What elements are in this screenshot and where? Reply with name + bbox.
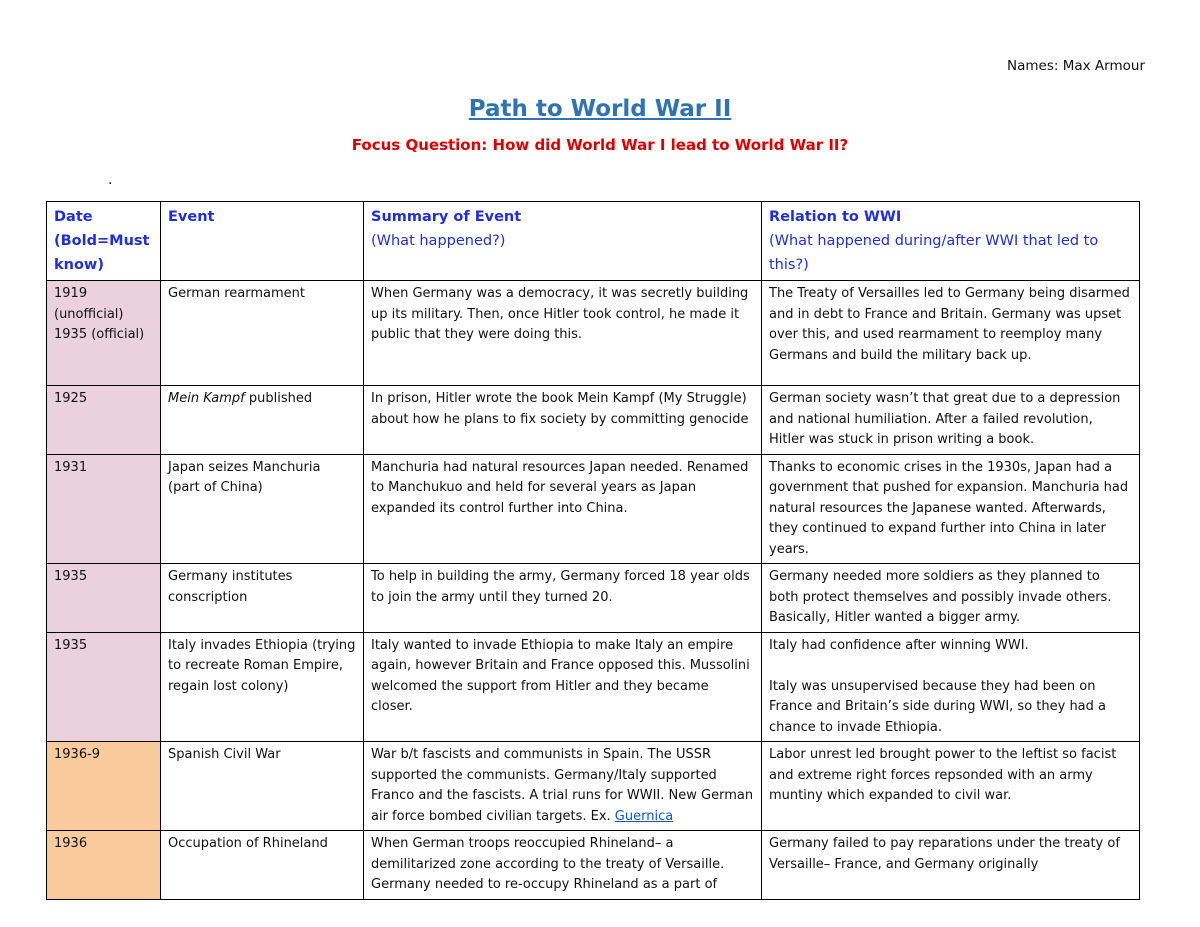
table-row [47, 831, 1140, 900]
header-row [47, 202, 1140, 281]
summary-text: War b/t fascists and communists in Spain. The USSR supported the communists. Germany/Italy supported Franco and the fascists. A trial runs for WWII. New German air force bombed civilian targets. Ex. [371, 747, 754, 824]
table-row [47, 742, 1140, 831]
header-relation [762, 202, 1140, 281]
table-row [47, 454, 1140, 564]
summary-cell: When Germany was a democracy, it was secretly building up its military. Then, once Hitler took control, he made it public that they were doing this. [364, 281, 762, 386]
table-row [47, 564, 1140, 633]
summary-cell: In prison, Hitler wrote the book Mein Kampf (My Struggle) about how he plans to fix society by committing genocide [364, 386, 762, 455]
summary-cell [364, 742, 762, 831]
header-summary [364, 202, 762, 281]
guernica-link[interactable]: Guernica [614, 808, 674, 824]
relation-paragraph: Italy had confidence after winning WWI. [769, 637, 1029, 653]
relation-cell: Thanks to economic crises in the 1930s, Japan had a government that pushed for expansion. Manchuria had natural resources the Japanese wanted. Afterwards, they continued to expand further into China in later years. [762, 454, 1140, 564]
events-table [46, 201, 1140, 900]
date-cell: 1936-9 [47, 742, 161, 831]
relation-paragraph: Italy was unsupervised because they had been on France and Britain’s side during WWI, so they had a chance to invade Ethiopia. [769, 678, 1106, 735]
header-relation-label: Relation to WWI [769, 209, 902, 225]
summary-cell: Manchuria had natural resources Japan needed. Renamed to Manchukuo and held for several years as Japan expanded its control further into China. [364, 454, 762, 564]
summary-cell: To help in building the army, Germany forced 18 year olds to join the army until they turned 20. [364, 564, 762, 633]
event-cell: Spanish Civil War [161, 742, 364, 831]
header-date-label: Date [54, 209, 93, 225]
header-summary-note: (What happened?) [371, 233, 506, 249]
relation-cell: Germany needed more soldiers as they planned to both protect themselves and possibly invade others. Basically, Hitler wanted a bigger army. [762, 564, 1140, 633]
relation-cell: Labor unrest led brought power to the leftist so facist and extreme right forces repsonded with an army muntiny which expanded to civil war. [762, 742, 1140, 831]
table-row [47, 632, 1140, 742]
summary-cell: When German troops reoccupied Rhineland– a demilitarized zone according to the treaty of Versaille. Germany needed to re-occupy Rhineland as a part of [364, 831, 762, 900]
table-row [47, 281, 1140, 386]
event-book-title: Mein Kampf [168, 391, 245, 406]
relation-cell: The Treaty of Versailles led to Germany being disarmed and in debt to France and Britain. Germany was upset over this, and used rearmament to reemploy many Germans and build the military back up. [762, 281, 1140, 386]
stray-mark: . [108, 172, 113, 188]
date-cell: 1931 [47, 454, 161, 564]
header-relation-note: (What happened during/after WWI that led to this?) [769, 233, 1099, 273]
date-cell: 1935 [47, 632, 161, 742]
event-cell: Italy invades Ethiopia (trying to recreate Roman Empire, regain lost colony) [161, 632, 364, 742]
event-cell: Occupation of Rhineland [161, 831, 364, 900]
event-cell: Japan seizes Manchuria (part of China) [161, 454, 364, 564]
event-cell [161, 386, 364, 455]
event-rest: published [244, 391, 313, 406]
table-row [47, 386, 1140, 455]
header-summary-label: Summary of Event [371, 209, 522, 225]
names-label: Names: Max Armour [1007, 58, 1145, 74]
event-cell: German rearmament [161, 281, 364, 386]
header-date-note: (Bold=Must know) [54, 233, 150, 273]
relation-cell [762, 632, 1140, 742]
date-cell: 1936 [47, 831, 161, 900]
date-cell: 1925 [47, 386, 161, 455]
header-event-label: Event [168, 209, 215, 225]
relation-cell: Germany failed to pay reparations under the treaty of Versaille– France, and Germany originally [762, 831, 1140, 900]
header-event [161, 202, 364, 281]
date-cell: 1919 (unofficial) 1935 (official) [47, 281, 161, 386]
summary-cell: Italy wanted to invade Ethiopia to make Italy an empire again, however Britain and France opposed this. Mussolini welcomed the support from Hitler and they became closer. [364, 632, 762, 742]
event-cell: Germany institutes conscription [161, 564, 364, 633]
date-cell: 1935 [47, 564, 161, 633]
relation-cell: German society wasn’t that great due to a depression and national humiliation. After a failed revolution, Hitler was stuck in prison writing a book. [762, 386, 1140, 455]
page-title: Path to World War II [468, 96, 732, 122]
header-date [47, 202, 161, 281]
focus-question: Focus Question: How did World War I lead to World War II? [351, 136, 849, 154]
